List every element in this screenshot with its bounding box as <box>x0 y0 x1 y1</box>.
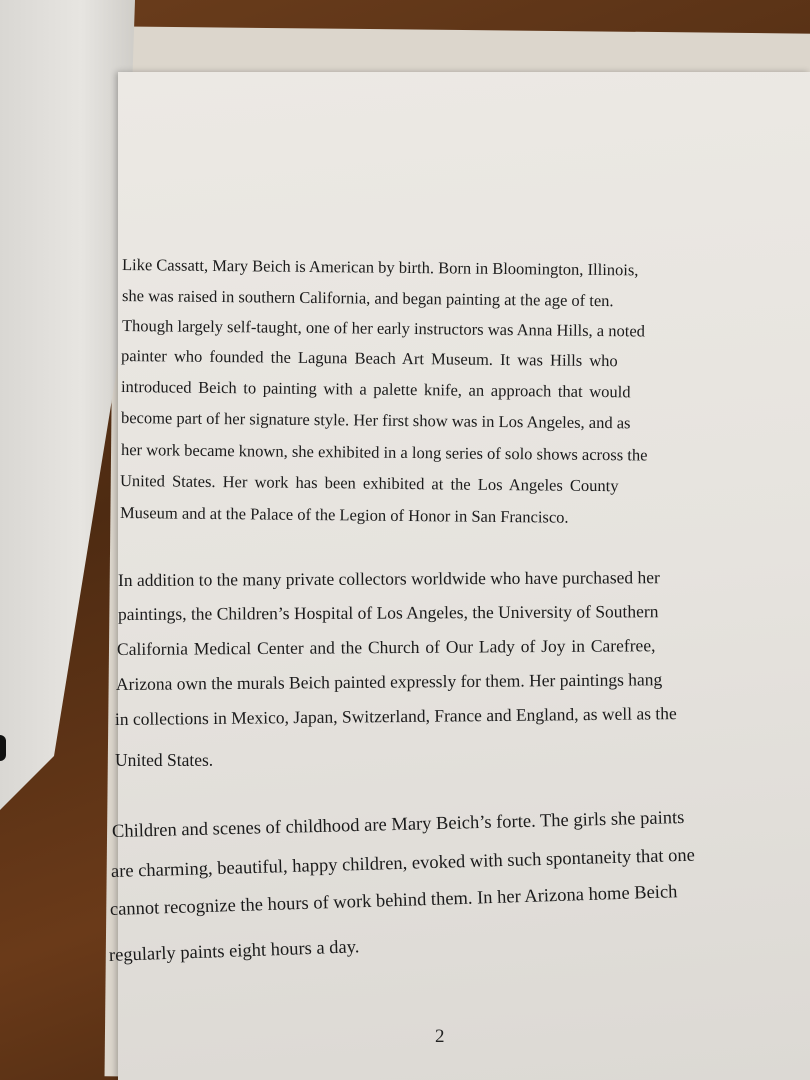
text-line: Arizona own the murals Beich painted expressly for them. Her paintings hang <box>115 669 663 694</box>
page-number: 2 <box>435 1026 445 1047</box>
text-line: are charming, beautiful, happy children, evoked with such spontaneity that one <box>110 845 696 882</box>
text-line: become part of her signature style. Her first show was in Los Angeles, and as <box>120 408 631 433</box>
text-line: United States. Her work has been exhibited at the Los Angeles County <box>119 471 619 496</box>
text-line: Like Cassatt, Mary Beich is American by birth. Born in Bloomington, Illinois, <box>121 255 639 280</box>
text-line: regularly paints eight hours a day. <box>108 937 360 966</box>
text-line: in collections in Mexico, Japan, Switzerland, France and England, as well as the <box>114 703 677 729</box>
text-line: Though largely self-taught, one of her early instructors was Anna Hills, a noted <box>121 316 646 341</box>
text-line: introduced Beich to painting with a palette knife, an approach that would <box>120 377 631 402</box>
text-line: painter who founded the Laguna Beach Art Museum. It was Hills who <box>120 346 618 371</box>
text-line: Children and scenes of childhood are Mary Beich’s forte. The girls she paints <box>111 808 685 842</box>
text-line: cannot recognize the hours of work behind them. In her Arizona home Beich <box>109 882 678 920</box>
text-line: Museum and at the Palace of the Legion of Honor in San Francisco. <box>119 503 569 527</box>
text-line: her work became known, she exhibited in a long series of solo shows across the <box>120 440 648 465</box>
text-line: paintings, the Children’s Hospital of Los Angeles, the University of Southern <box>117 601 659 624</box>
text-line: United States. <box>115 750 214 770</box>
text-line: she was raised in southern California, and began painting at the age of ten. <box>121 286 614 311</box>
text-line: California Medical Center and the Church of Our Lady of Joy in Carefree, <box>116 635 656 659</box>
text-line: In addition to the many private collectors worldwide who have purchased her <box>117 567 660 590</box>
binder-ring <box>0 735 6 761</box>
